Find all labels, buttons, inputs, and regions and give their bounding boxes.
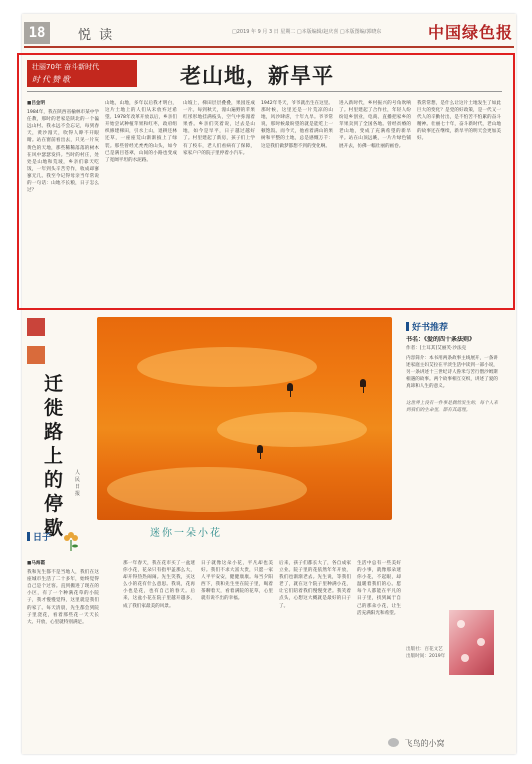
feature-text-5: 进入新时代，乡村振兴的号角吹响了。村里建起了合作社，年轻人纷纷返乡创业，电商、直播把家乡的苹果卖到了全国各地。曾经贫瘠的老山地，变成了充满希望的新旱平。站在山顶远眺，一片片绿色铺展开去，仿佛一幅壮丽的画卷。 xyxy=(339,101,411,149)
feature-text-1: 1984年，我在陕西省榆林市某中学任教，那时的老家是陕北的一个偏远山村。我永远不会忘记，每到春天，黄沙漫天，吹得人睁不开眼睛。站在窗前看出去，只见一片灰黄色的天地，那些稀稀落落的树木在风中瑟瑟发抖。当时的村庄，处处是山地和荒坡，乡亲们靠天吃饭，一年到头辛苦劳作，收成却寥寥无几。我至今记得母亲当年常说的一句话：山地不长粮，日子怎么过？ xyxy=(27,110,99,194)
days-column-5 xyxy=(357,560,401,740)
light-reflection xyxy=(137,347,317,387)
book-column xyxy=(406,336,502,556)
book-cover-image xyxy=(449,610,494,675)
cover-flower xyxy=(461,654,469,662)
days-text-3: 日子就像这朵小花，平凡却也美好。我们不求大富大贵，只愿一家人平平安安，健健康康。每当夕阳西下，我和先生坐在院子里，喝着茶聊着天，看着满院的花草，心里就有说不出的幸福。 xyxy=(201,561,273,602)
section-title: 悦 读 xyxy=(78,28,115,43)
bird-legs xyxy=(260,453,261,459)
watermark-text: 飞鸟的小窝 xyxy=(404,739,445,748)
photo-caption: 迷你一朵小花 xyxy=(150,528,222,539)
masthead: 中国绿色报 xyxy=(428,23,514,42)
issue-info: □2019 年 9 月 3 日 星期二 □本版编辑/赵庆喜 □本版图编/郭晓东 xyxy=(232,29,382,35)
feature-byline: ■吕金明 xyxy=(27,101,46,106)
kicker-line1: 壮丽70年 奋斗新时代 xyxy=(32,63,100,71)
days-column-2 xyxy=(123,560,195,740)
feature-text-2: 山地，山地，多年以后我才明白，这片土地上的人们从未放弃过希望。1978年改革开放以后，乡亲们开始尝试种植苹果和红枣，政府组织修建梯田，引水上山，退耕还林还草，一座座荒山渐渐披上了绿装。那些曾经光秃秃的山头，如今已是满目苍翠，山间的小路也变成了宽阔平坦的水泥路。 xyxy=(105,101,177,163)
kicker-line2: 时代赞歌 xyxy=(32,75,72,84)
days-section-title: 日子 xyxy=(27,530,51,543)
wechat-icon xyxy=(388,738,399,747)
days-text-1: 我和先生都不是当地人，我们在这座城市生活了二十多年，始终觉得自己是个过客。直到搬进了现在的小区，有了一个种满花草的小院子，我才慢慢觉得，这里就是我们的家了。每天清晨，先生都会到院子里浇花，看着那些花一天天长大、开放，心里就特别满足。 xyxy=(27,570,99,625)
days-byline: ■马海霞 xyxy=(27,561,46,566)
days-text-2: 那一年春天，我在花市买了一盆迷你小花，花朵只有指甲盖那么大，却开得热热闹闹。先生笑我，买这么小的花有什么意思。我说，花再小也是花，也有自己的春天。后来，这盆小花在院子里越开越多，成了我们家最美的风景。 xyxy=(123,561,195,609)
book-body: 内容简介：本书用两条故事主线展开，一条讲述家庭主妇艾拉在平淡生活中读到一部小说，另一条讲述十三世纪诗人鲁米与苦行僧沙姆斯相遇的故事。两个故事相互交织，讲述了爱的真谛和人生的意义。 xyxy=(406,356,498,389)
side-feature-title: 迁徙路上的停歇 xyxy=(44,373,64,539)
book-title: 书名：《爱的四十条法则》 xyxy=(406,336,476,343)
bird-silhouette xyxy=(287,383,293,391)
flower-icon xyxy=(60,528,82,552)
side-feature-author: 人民日报 xyxy=(75,470,81,497)
decor-tile xyxy=(27,346,45,364)
days-column-1 xyxy=(27,560,99,740)
light-reflection xyxy=(107,467,307,512)
book-section-title: 好书推荐 xyxy=(406,320,448,333)
header-rule xyxy=(24,46,514,48)
highlight-frame xyxy=(17,53,515,310)
days-column-4 xyxy=(279,560,351,740)
days-text-5: 生活中总有一些美好的小事，就像那朵迷你小花，不起眼，却温暖着我们的心。愿每个人都能在平凡的日子里，找到属于自己的那朵小花，让生活充满阳光和希望。 xyxy=(357,561,401,616)
watermark xyxy=(388,738,445,749)
book-quote: 这世界上没有一件事是偶然发生的，每个人来到我们的生命里，都有其道理。 xyxy=(406,401,498,413)
decor-tile xyxy=(27,318,45,336)
bird-legs xyxy=(290,391,291,397)
days-column-3 xyxy=(201,560,273,740)
bird-silhouette xyxy=(360,379,366,387)
bird-silhouette xyxy=(257,445,263,453)
book-subtitle: 作者：[土耳其]艾丽芙·沙法克 xyxy=(406,346,467,351)
feature-text-4: 1942年冬天，爷爷就出生在这里。那时候，这里还是一片荒凉的山地，风沙肆虐，十年九旱。爷爷常说，那时候最盼望的就是能吃上一顿饱饭。而今天，他看着满山的果树和平整的土地，总是感慨万千：这是我们做梦都想不到的变化啊。 xyxy=(261,101,333,149)
page-number: 18 xyxy=(24,22,50,44)
light-reflection xyxy=(217,412,367,447)
feature-headline: 老山地，新旱平 xyxy=(180,64,334,88)
days-text-4: 后来，孩子们都长大了，各自成家立业。院子里的花依然年年开放，我们也渐渐老去。先生说，等我们老了，就在这个院子里种满小花，让它们陪着我们慢慢变老。我笑着点头，心想这大概就是最好的日子了。 xyxy=(279,561,351,609)
book-meta: 出版社：百花文艺 出版时间：2019年 xyxy=(406,647,446,659)
feature-text-3: 山坡上，梯田层层叠叠，果园连成一片。每到秋天，漫山遍野的苹果红彤彤地挂满枝头，空气中弥漫着果香。乡亲们笑着说，过去是山地，如今是旱平，日子越过越好了。村里建起了新房，孩子们上学有了校车，老人们看病有了保障，家家户户的院子里停着小汽车。 xyxy=(183,101,255,156)
feature-text-6: 我常常想，是什么让这片土地发生了如此巨大的变化？是党的好政策，是一代又一代人的辛勤付出，是不怕苦不怕累的奋斗精神。壮丽七十年，奋斗新时代，老山地的故事还在继续，新旱平的明天会更加美好。 xyxy=(417,101,501,142)
cover-flower xyxy=(477,638,485,646)
cover-flower xyxy=(457,620,465,628)
sunset-wetland-photo xyxy=(97,317,392,520)
bird-legs xyxy=(363,387,364,393)
